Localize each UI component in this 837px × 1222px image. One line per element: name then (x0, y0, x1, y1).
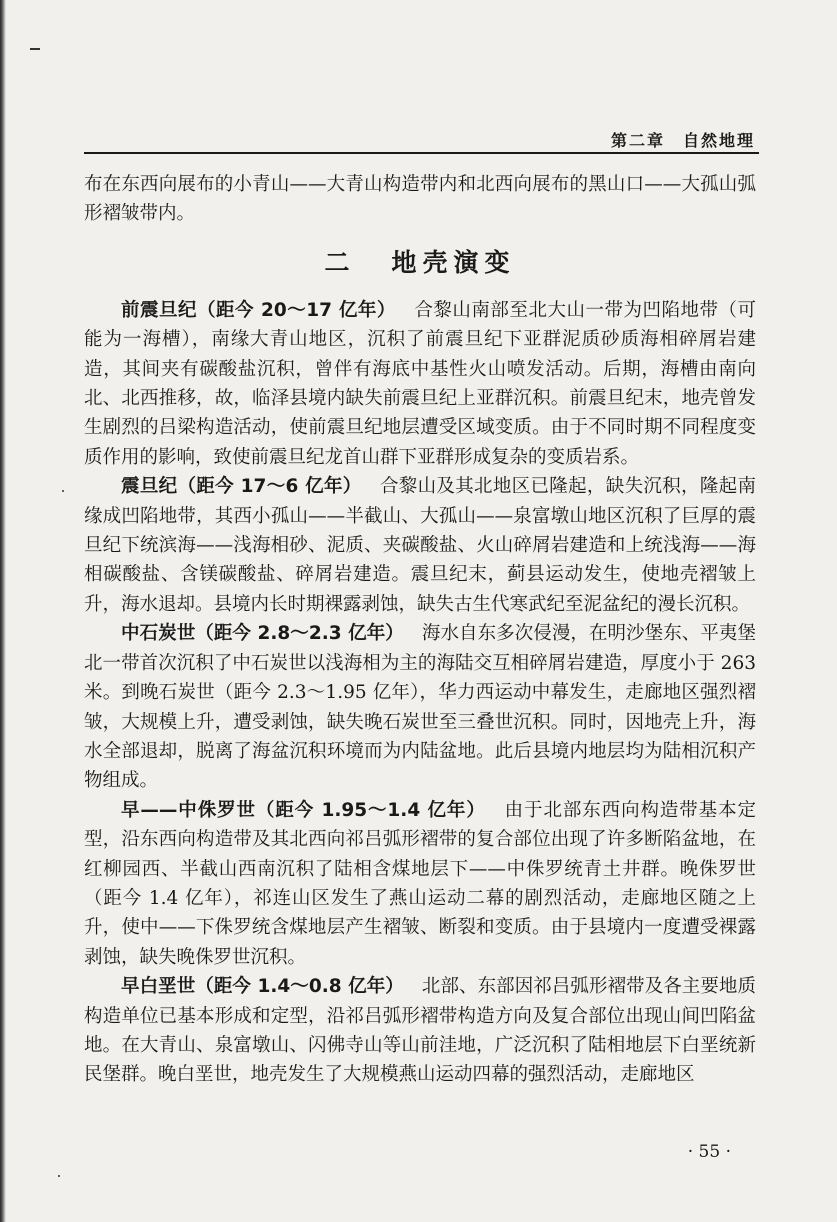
period-name: 震旦纪 (121, 476, 178, 498)
header-rule (84, 152, 759, 154)
scan-speck (58, 1175, 60, 1177)
section-heading (84, 247, 756, 279)
scan-mark (30, 48, 40, 50)
period-text: 海水自东多次侵漫，在明沙堡东、平夷堡北一带首次沉积了中石炭世以浅海相为主的海陆交互相碎屑岩建造，厚度小于 263 米。到晚石炭世（距今 2.3～1.95 亿年），华力西运动中幕发生，走廊地区强烈褶皱，大规模上升，遭受剥蚀，缺失晚石炭世至三叠世沉积。同时，因地壳上升，海水全部退却，脱离了海盆沉积环境而为内陆盆地。此后县境内地层均为陆相沉积产物组成。 (84, 623, 756, 792)
period-range: （距今 2.8～2.3 亿年） (195, 623, 404, 645)
scan-speck (62, 490, 64, 492)
scan-binding-edge (0, 0, 6, 1222)
period-name: 早——中侏罗世 (121, 799, 256, 821)
period-text: 北部、东部因祁吕弧形褶带及各主要地质构造单位已基本形成和定型，沿祁吕弧形褶带构造方向及复合部位出现山间凹陷盆地。在大青山、泉富墩山、闪佛寺山等山前洼地，广泛沉积了陆相地层下白垩统新民堡群。晚白垩世，地壳发生了大规模燕山运动四幕的强烈活动，走廊地区 (84, 976, 756, 1086)
period-name: 早白垩世 (121, 976, 196, 998)
period-text: 合黎山南部至北大山一带为凹陷地带（可能为一海槽），南缘大青山地区，沉积了前震旦纪下亚群泥质砂质海相碎屑岩建造，其间夹有碳酸盐沉积，曾伴有海底中基性火山喷发活动。后期，海槽由南向北、北西推移，故，临泽县境内缺失前震旦纪上亚群沉积。前震旦纪末，地壳曾发生剧烈的吕梁构造活动，使前震旦纪地层遭受区域变质。由于不同时期不同程度变质作用的影响，致使前震旦纪龙首山群下亚群形成复杂的变质岩系。 (84, 299, 756, 468)
page-number: · 55 · (687, 1142, 731, 1162)
period-paragraph-precambrian (84, 296, 756, 472)
running-head (611, 128, 755, 151)
chapter-title: 自然地理 (682, 131, 755, 150)
period-range: （距今 20～17 亿年） (197, 299, 396, 321)
section-title: 地壳演变 (391, 247, 516, 277)
period-paragraph-sinian (84, 472, 756, 619)
body-text (84, 170, 756, 1090)
period-range: （距今 1.4～0.8 亿年） (195, 976, 404, 998)
period-text: 由于北部东西向构造带基本定型，沿东西向构造带及其北西向祁吕弧形褶带的复合部位出现了许多断陷盆地，在红柳园西、半截山西南沉积了陆相含煤地层下——中侏罗统青土井群。晚侏罗世（距今 1.4 亿年），祁连山区发生了燕山运动二幕的剧烈活动，走廊地区随之上升，使中——下侏罗统含煤地层产生褶皱、断裂和变质。由于县境内一度遭受裸露剥蚀，缺失晚侏罗世沉积。 (84, 799, 756, 968)
chapter-number: 第二章 (610, 131, 665, 150)
period-paragraph-mid-carboniferous (84, 619, 756, 795)
period-name: 前震旦纪 (121, 299, 198, 321)
period-text: 合黎山及其北地区已隆起，缺失沉积，隆起南缘成凹陷地带，其西小孤山——半截山、大孤山——泉富墩山地区沉积了巨厚的震旦纪下统滨海——浅海相砂、泥质、夹碳酸盐、火山碎屑岩建造和上统浅海——海相碳酸盐、含镁碳酸盐、碎屑岩建造。震旦纪末，蓟县运动发生，使地壳褶皱上升，海水退却。县境内长时期裸露剥蚀，缺失古生代寒武纪至泥盆纪的漫长沉积。 (84, 476, 756, 615)
period-range: （距今 1.95～1.4 亿年） (255, 799, 486, 821)
period-range: （距今 17～6 亿年） (177, 476, 362, 498)
period-paragraph-jurassic (84, 796, 756, 972)
period-name: 中石炭世 (121, 623, 196, 645)
intro-paragraph: 布在东西向展布的小青山——大青山构造带内和北西向展布的黑山口——大孤山弧形褶皱带内。 (84, 174, 756, 225)
period-paragraph-cretaceous (84, 972, 756, 1090)
section-number: 二 (324, 247, 356, 277)
